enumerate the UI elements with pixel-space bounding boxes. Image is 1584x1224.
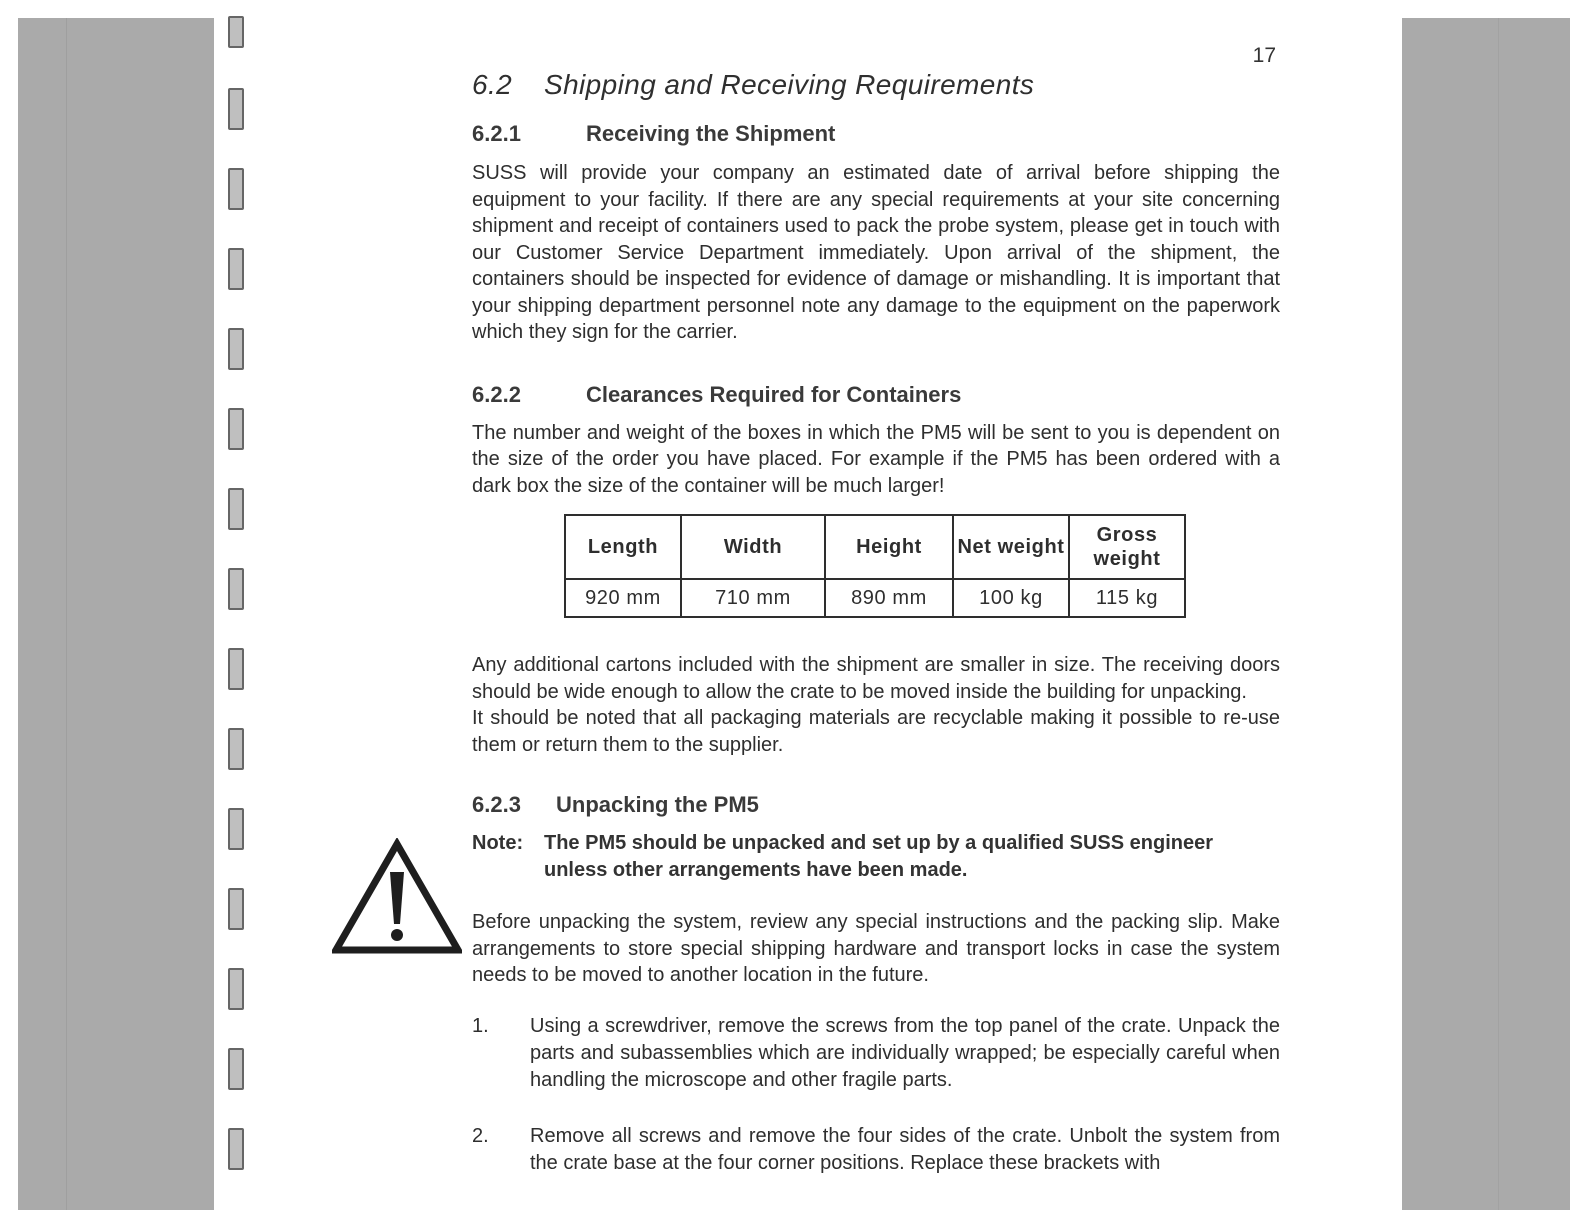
table-header-row	[565, 515, 1185, 579]
warning-triangle-icon	[332, 838, 462, 956]
binder-hole	[228, 168, 244, 210]
cartons-paragraph: Any additional cartons included with the shipment are smaller in size. The receiving doors should be wide enough to allow the crate to be moved inside the building for unpacking.	[472, 654, 1280, 703]
section-heading	[472, 66, 1280, 104]
table-row	[565, 579, 1185, 617]
step-text: Using a screwdriver, remove the screws from the top panel of the crate. Unpack the parts and subassemblies which are individually wrapped; be especially careful when handling the microscope and other fragile parts.	[530, 1014, 1280, 1091]
note-text: The PM5 should be unpacked and set up by a qualified SUSS engineer unless other arrangements have been made.	[544, 832, 1214, 881]
page-number: 17	[1252, 44, 1276, 67]
binder-hole	[228, 888, 244, 930]
scan-stripe	[1498, 18, 1499, 1210]
subsection-heading-unpacking	[472, 790, 1280, 820]
subsection-title: Unpacking the PM5	[556, 792, 759, 817]
table-header-cell: Gross weight	[1069, 515, 1185, 579]
note-box	[472, 830, 1280, 883]
unpacking-paragraph: Before unpacking the system, review any special instructions and the packing slip. Make arrangements to store special shipping hardware and transport locks in case the system needs to be moved to another location in the future.	[472, 911, 1280, 986]
binder-hole	[228, 488, 244, 530]
subsection-number: 6.2.1	[472, 121, 521, 146]
unpacking-steps	[472, 1013, 1280, 1177]
binder-hole	[228, 248, 244, 290]
table-header-cell: Height	[825, 515, 953, 579]
table-header-cell: Width	[681, 515, 825, 579]
binder-hole	[228, 968, 244, 1010]
right-scan-border	[1402, 18, 1570, 1210]
binder-hole	[228, 568, 244, 610]
binder-hole	[228, 1048, 244, 1090]
binder-hole	[228, 16, 244, 48]
table-cell: 710 mm	[681, 579, 825, 617]
section-title: Shipping and Receiving Requirements	[544, 69, 1035, 100]
subsection-title: Receiving the Shipment	[586, 121, 836, 146]
recycling-paragraph: It should be noted that all packaging materials are recyclable making it possible to re-use them or return them to the supplier.	[472, 707, 1280, 756]
container-dimensions-table	[564, 514, 1186, 618]
binder-hole	[228, 728, 244, 770]
binder-hole	[228, 808, 244, 850]
subsection-heading-clearances	[472, 380, 1280, 410]
binder-hole	[228, 328, 244, 370]
table-header-cell: Length	[565, 515, 681, 579]
clearances-paragraph: The number and weight of the boxes in which the PM5 will be sent to you is dependent on the size of the order you have placed. For example if the PM5 has been ordered with a dark box the size of the container will be much larger!	[472, 421, 1280, 497]
subsection-number: 6.2.2	[472, 381, 521, 407]
table-cell: 920 mm	[565, 579, 681, 617]
subsection-heading-receiving	[472, 119, 1280, 149]
table-cell: 115 kg	[1069, 579, 1185, 617]
binder-hole	[228, 408, 244, 450]
receiving-paragraph: SUSS will provide your company an estimated date of arrival before shipping the equipment to your facility. If there are any special requirements at your site concerning shipment and receipt of containers used to pack the probe system, please get in touch with our Customer Service Department immediately. Upon arrival of the shipment, the containers should be inspected for evidence of damage or mishandling. It is important that your shipping department personnel note any damage to the equipment on the paperwork which they sign for the carrier.	[472, 162, 1280, 343]
note-label: Note:	[472, 832, 524, 854]
step-number: 2.	[472, 1124, 489, 1147]
list-item	[472, 1123, 1280, 1177]
subsection-number: 6.2.3	[472, 792, 521, 817]
scan-stripe	[66, 18, 67, 1210]
step-text: Remove all screws and remove the four sides of the crate. Unbolt the system from the crate base at the four corner positions. Replace these brackets with	[530, 1124, 1280, 1174]
binder-hole	[228, 648, 244, 690]
table-cell: 890 mm	[825, 579, 953, 617]
document-body	[472, 66, 1280, 1177]
subsection-title: Clearances Required for Containers	[586, 381, 962, 407]
table-header-cell: Net weight	[953, 515, 1069, 579]
left-scan-border	[18, 18, 214, 1210]
binder-hole	[228, 1128, 244, 1170]
list-item	[472, 1013, 1280, 1094]
step-number: 1.	[472, 1014, 489, 1037]
binder-hole	[228, 88, 244, 130]
section-number: 6.2	[472, 69, 513, 100]
table-cell: 100 kg	[953, 579, 1069, 617]
